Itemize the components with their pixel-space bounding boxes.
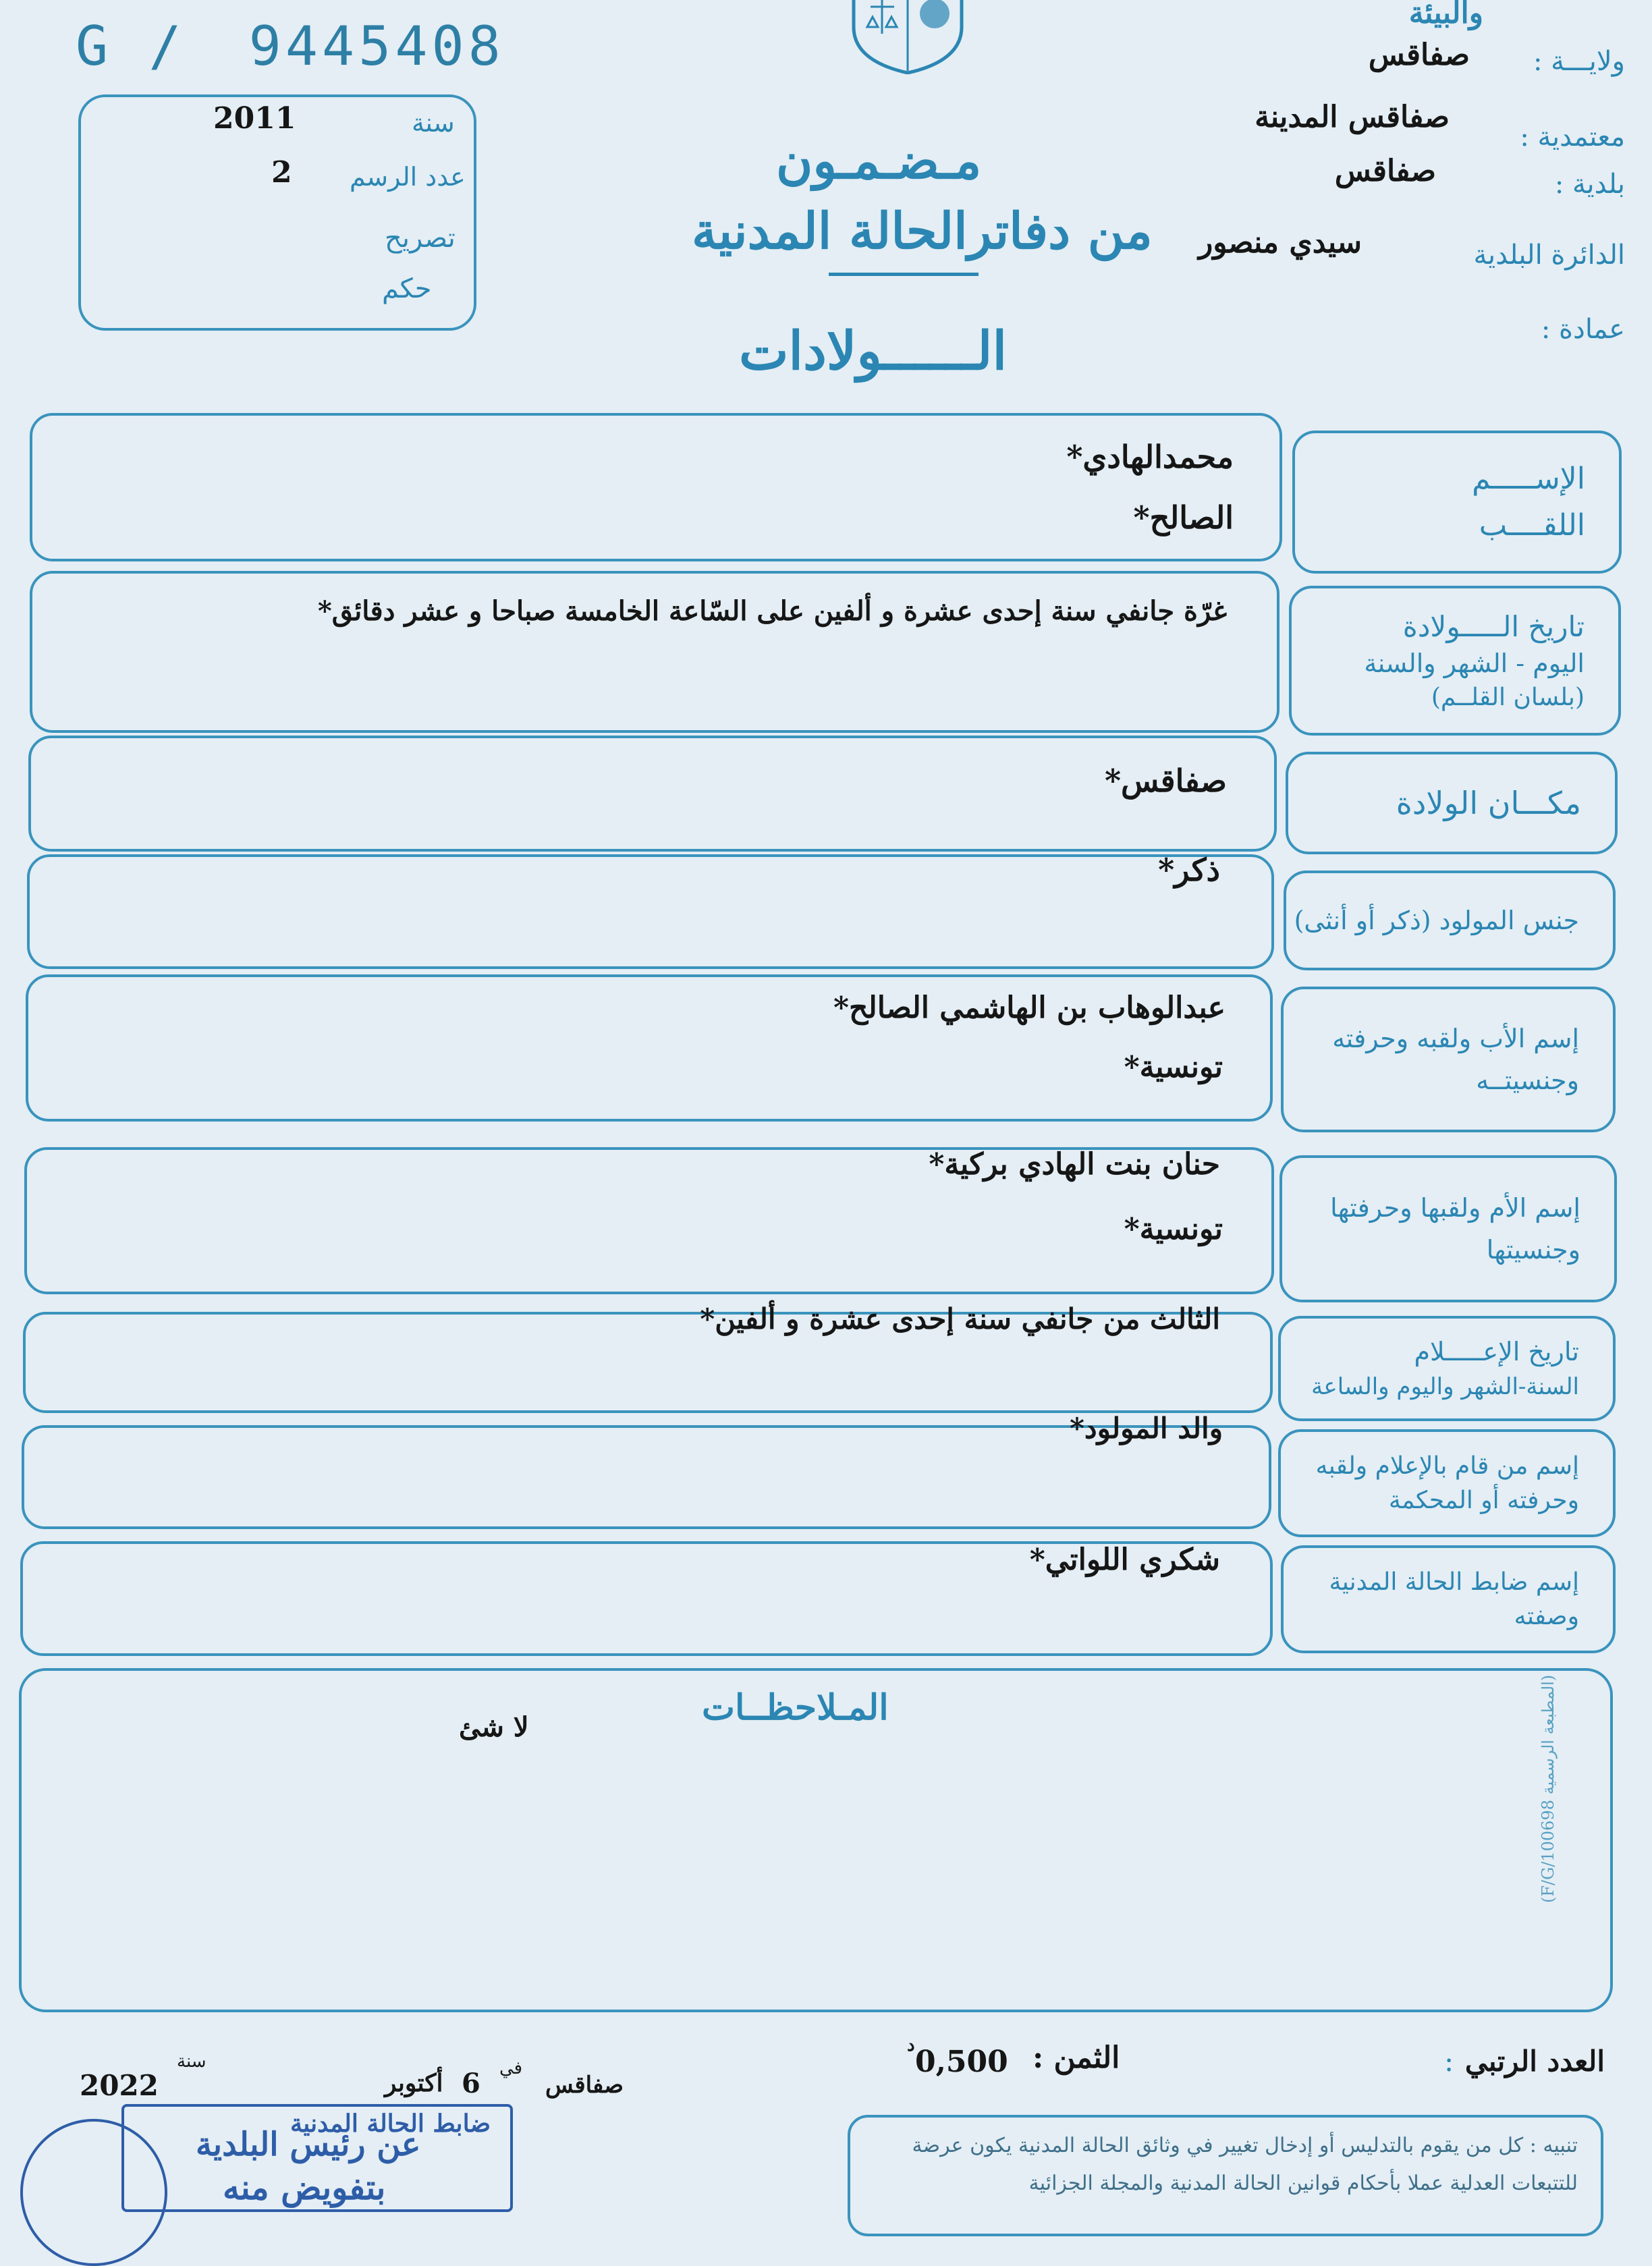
footer-place: صفاقس bbox=[545, 2072, 624, 2099]
value-declaration-date: الثالث من جانفي سنة إحدى عشرة و ألفين* bbox=[700, 1302, 1220, 1335]
remarks-title: المـلاحظــات bbox=[702, 1687, 889, 1728]
value-father-nationality: تونسية* bbox=[1124, 1050, 1223, 1084]
row-label-name bbox=[1292, 431, 1622, 574]
footer-price-label: الثمن : bbox=[1032, 2041, 1120, 2075]
label-civil-officer: إسم ضابط الحالة المدنية bbox=[1329, 1568, 1579, 1596]
serial-number bbox=[76, 15, 505, 78]
label-delegation: معتمدية : bbox=[1520, 121, 1625, 153]
footer-in-word: في bbox=[499, 2058, 523, 2078]
value-delegation: صفاقس المدينة bbox=[1255, 100, 1450, 134]
label-first-name: الإســـــم bbox=[1472, 462, 1585, 496]
row-label-sex bbox=[1284, 871, 1616, 970]
footer-price-value: 0,500 bbox=[915, 2045, 1008, 2079]
row-label-mother bbox=[1279, 1155, 1617, 1302]
row-value-birth-place bbox=[28, 736, 1277, 852]
label-declarant-profession: وحرفته أو المحكمة bbox=[1388, 1487, 1579, 1514]
value-birth-place: صفاقس* bbox=[1104, 763, 1227, 799]
label-declarant: إسم من قام بالإعلام ولقبه bbox=[1315, 1452, 1579, 1480]
row-value-name bbox=[30, 413, 1282, 561]
label-municipality: بلدية : bbox=[1554, 169, 1625, 200]
remarks-value: لا شئ bbox=[459, 1711, 529, 1743]
register-declaration-label: تصريح bbox=[385, 223, 456, 254]
label-mother: إسم الأم ولقبها وحرفتها bbox=[1330, 1193, 1580, 1223]
value-governorate: صفاقس bbox=[1368, 38, 1470, 72]
label-birth-date: تاريخ الـــــولادة bbox=[1402, 610, 1585, 643]
serial-prefix: G / bbox=[76, 15, 186, 78]
footer-day: 6 bbox=[462, 2068, 480, 2099]
value-sex: ذكر* bbox=[1158, 852, 1220, 888]
label-civil-officer-title: وصفته bbox=[1514, 1603, 1579, 1630]
label-father: إسم الأب ولقبه وحرفته bbox=[1332, 1024, 1579, 1053]
row-label-birth-date bbox=[1289, 586, 1621, 736]
value-municipality: صفاقس bbox=[1334, 154, 1436, 188]
label-municipal-district: الدائرة البلدية bbox=[1473, 240, 1625, 271]
label-mother-nationality: وجنسيتها bbox=[1486, 1235, 1580, 1265]
label-birth-place: مكـــان الولادة bbox=[1396, 785, 1581, 821]
footer-serial-label: العدد الرتبي bbox=[1464, 2045, 1605, 2078]
officer-stamp-line1: عن رئيس البلدية bbox=[196, 2126, 421, 2163]
footer-serial-colon: : bbox=[1444, 2045, 1454, 2078]
top-right-partial-text: والبيئة bbox=[1408, 0, 1483, 30]
value-surname: الصالح* bbox=[1133, 499, 1234, 536]
footer-price-unit: د bbox=[907, 2035, 915, 2055]
row-label-declarant bbox=[1278, 1429, 1616, 1537]
value-mother-name: حنان بنت الهادي بركية* bbox=[929, 1147, 1220, 1182]
value-birth-date: غرّة جانفي سنة إحدى عشرة و ألفين على السّاعة الخامسة صباحا و عشر دقائق* bbox=[317, 595, 1227, 627]
register-number-value: 2 bbox=[271, 155, 292, 190]
title-civil-registers: من دفاترالحالة المدنية bbox=[692, 202, 1153, 260]
margin-print-code: (المطبعة الرسمية F/G/100698) bbox=[1539, 1674, 1558, 1903]
coat-of-arms-emblem bbox=[847, 0, 968, 74]
footer-month: أكتوبر bbox=[385, 2069, 443, 2097]
register-year-value: 2011 bbox=[213, 101, 296, 136]
label-declaration-date: تاريخ الإعـــــلام bbox=[1414, 1337, 1579, 1366]
label-governorate: ولايـــة : bbox=[1533, 46, 1625, 77]
title-summary: مـضـمـون bbox=[776, 132, 982, 190]
row-label-birth-place bbox=[1286, 752, 1618, 854]
section-title-births: الــــــولادات bbox=[739, 321, 1008, 382]
value-municipal-district: سيدي منصور bbox=[1199, 225, 1362, 260]
label-declaration-datetime: السنة-الشهر واليوم والساعة bbox=[1311, 1373, 1579, 1400]
label-sector: عمادة : bbox=[1541, 314, 1625, 345]
officer-stamp-line0: ضابط الحالة المدنية bbox=[290, 2109, 491, 2138]
value-first-name: محمدالهادي* bbox=[1066, 439, 1234, 475]
footer-year: 2022 bbox=[80, 2069, 159, 2102]
warning-line1: تنبيه : كل من يقوم بالتدليس أو إدخال تغيير في وثائق الحالة المدنية يكون عرضة bbox=[912, 2134, 1578, 2157]
row-value-sex bbox=[27, 854, 1274, 969]
label-father-nationality: وجنسيتــه bbox=[1476, 1066, 1579, 1095]
row-label-civil-officer bbox=[1281, 1545, 1616, 1653]
register-year-label: سنة bbox=[412, 108, 455, 138]
value-declarant: والد المولود* bbox=[1069, 1412, 1223, 1445]
warning-line2: للتتبعات العدلية عملا بأحكام قوانين الحالة المدنية والمجلة الجزائية bbox=[1028, 2172, 1578, 2195]
row-label-father bbox=[1281, 987, 1616, 1132]
value-father-name: عبدالوهاب بن الهاشمي الصالح* bbox=[833, 991, 1226, 1025]
label-surname: اللقــــب bbox=[1479, 508, 1585, 543]
row-label-declaration-date bbox=[1278, 1316, 1616, 1421]
officer-stamp-line2: بتفويض منه bbox=[223, 2167, 386, 2207]
serial-value: 9445408 bbox=[248, 15, 505, 78]
register-number-label: عدد الرسم bbox=[350, 162, 466, 192]
footer-year-word: سنة bbox=[177, 2051, 206, 2072]
value-mother-nationality: تونسية* bbox=[1124, 1212, 1223, 1246]
label-in-words: (بلسان القلــم) bbox=[1431, 684, 1585, 711]
label-sex: جنس المولود (ذكر أو أنثى) bbox=[1294, 906, 1579, 935]
register-judgment-label: حكم bbox=[382, 273, 432, 304]
value-civil-officer: شكري اللواتي* bbox=[1029, 1543, 1220, 1577]
title-underline bbox=[829, 273, 979, 276]
round-official-stamp bbox=[20, 2119, 167, 2266]
label-day-month-year: اليوم - الشهر والسنة bbox=[1364, 648, 1585, 678]
